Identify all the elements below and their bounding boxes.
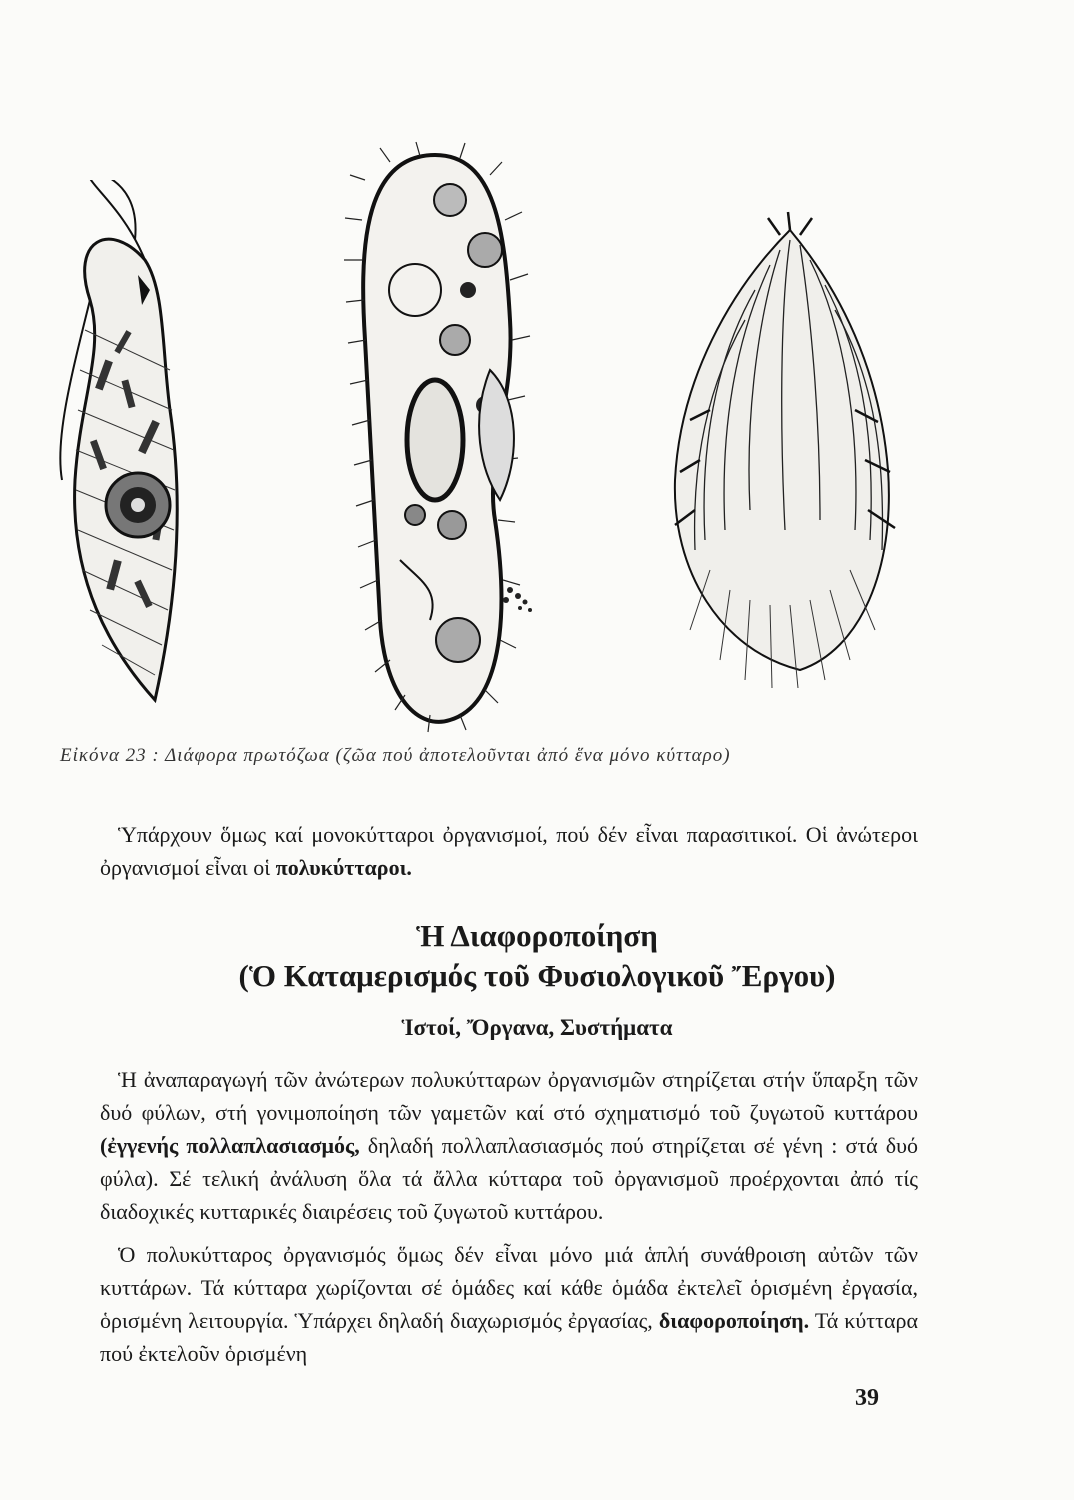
paragraph-text: Ἡ ἀναπαραγωγή τῶν ἀνώτερων πολυκύτταρων ὀργανισμῶν στηρίζεται στήν ὕπαρξη τῶν δυό φύλων, στή γονιμοποίηση τῶν γαμετῶν καί στό σχηματισμό τοῦ ζυγωτοῦ κυττάρου — [100, 1067, 918, 1125]
paragraph-text: Τά κύτταρα πού ἐκτελοῦν ὁρισμένη — [100, 1308, 918, 1366]
protozoa-figure — [40, 130, 1040, 740]
bold-term: (ἐγγενής πολλαπλασιασμός, — [100, 1133, 360, 1158]
ciliate-drawing — [650, 210, 910, 690]
euglena-drawing — [50, 180, 200, 740]
section-heading-line1: Ἡ Διαφοροποίηση — [416, 918, 658, 953]
page-number: 39 — [855, 1385, 879, 1411]
subheading: Ἱστοί, Ὄργανα, Συστήματα — [401, 1015, 673, 1040]
paragraph-reproduction — [100, 1063, 918, 1228]
paragraph-text: Ὁ πολυκύτταρος ὀργανισμός ὅμως δέν εἶναι μόνο μιά ἁπλή συνάθροιση αὐτῶν τῶν κυττάρων. Τά κύτταρα χωρίζονται σέ ὁμάδες καί κάθε ὁμάδα ἐκτελεῖ ὁρισμένη ἐργασία, ὁρισμένη λειτουργία. Ὑπάρχει δηλαδή διαχωρισμός ἐργασίας, — [100, 1242, 918, 1333]
paragraph-text: δηλαδή πολλαπλασιασμός πού στηρίζεται σέ γένη : στά δυό φύλα). Σέ τελική ἀνάλυση ὅλα τά ἄλλα κύτταρα τοῦ ὀργανισμοῦ προέρχονται ἀπό τίς διαδοχικές κυτταρικές διαιρέσεις τοῦ ζυγωτοῦ κυττάρου. — [100, 1133, 919, 1224]
bold-term: πολυκύτταροι. — [275, 855, 412, 880]
paragraph-unicellular — [100, 818, 918, 884]
figure-caption: Εἰκόνα 23 : Διάφορα πρωτόζωα (ζῶα πού ἀποτελοῦνται ἀπό ἕνα μόνο κύτταρο) — [60, 745, 731, 766]
section-heading-line2: (Ὁ Καταμερισμός τοῦ Φυσιολογικοῦ Ἔργου) — [238, 958, 836, 993]
paragraph-differentiation — [100, 1238, 918, 1370]
paramecium-drawing — [320, 140, 550, 740]
bold-term: διαφοροποίηση. — [658, 1308, 810, 1333]
paragraph-text: Ὑπάρχουν ὅμως καί μονοκύτταροι ὀργανισμοί, πού δέν εἶναι παρασιτικοί. Οἱ ἀνώτεροι ὀργανισμοί εἶναι οἱ — [100, 822, 918, 880]
